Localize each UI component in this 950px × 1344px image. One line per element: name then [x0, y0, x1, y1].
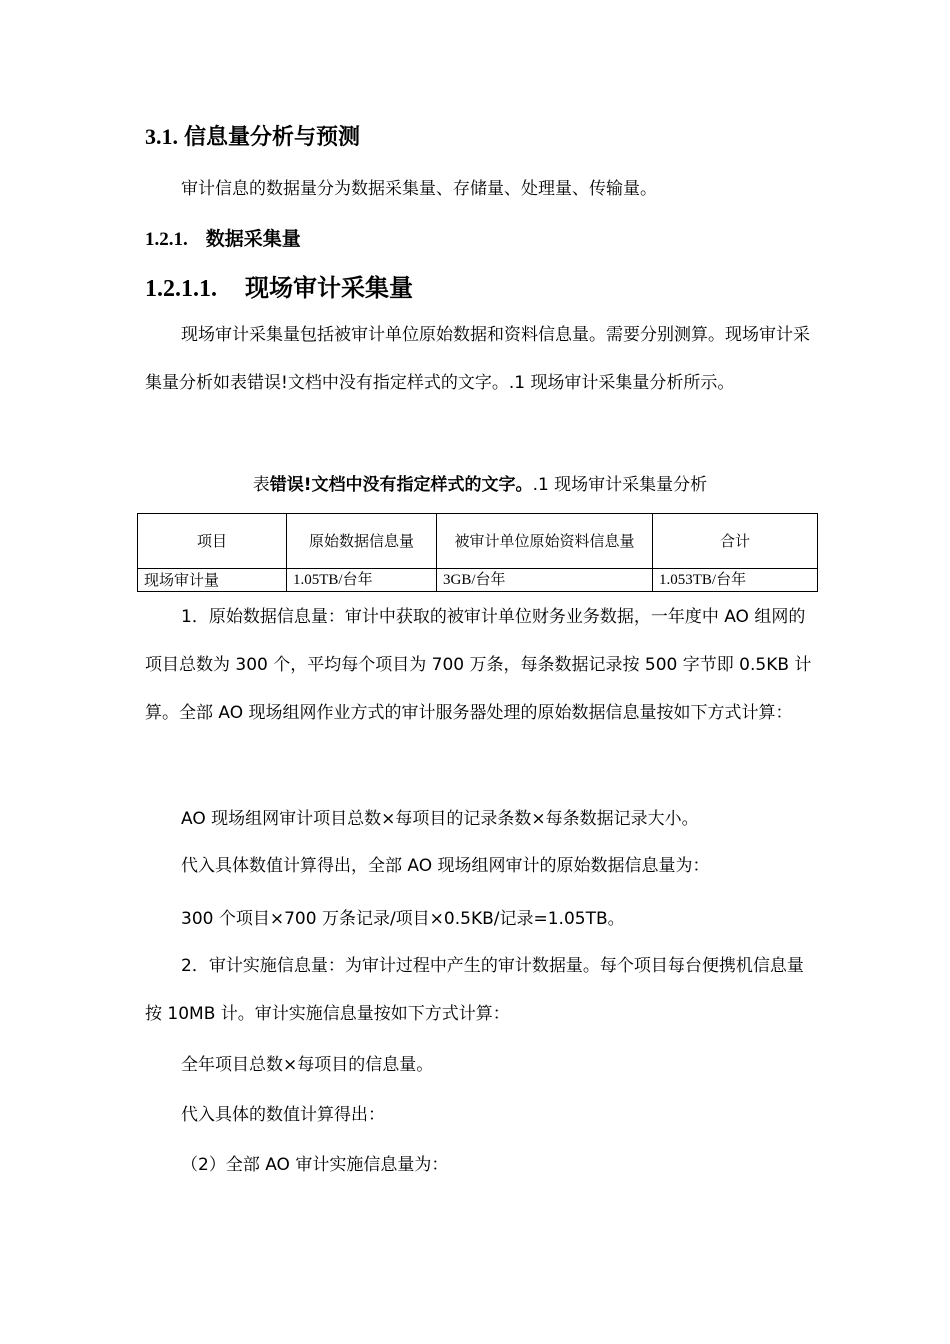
section-heading-1-2-1 [145, 224, 301, 251]
heading-title: 数据采集量 [205, 228, 301, 250]
formula-implementation: 全年项目总数×每项目的信息量。 [181, 1055, 434, 1075]
heading-number: 1.2.1. [145, 229, 188, 250]
caption-error-text: 错误!文档中没有指定样式的文字。 [269, 475, 533, 495]
table-header-row [138, 514, 818, 569]
table-row [138, 569, 818, 592]
intro-paragraph: 审计信息的数据量分为数据采集量、存储量、处理量、传输量。 [181, 179, 657, 199]
formula-substitute-raw: 代入具体数值计算得出，全部 AO 现场组网审计的原始数据信息量为： [181, 856, 710, 876]
paragraph-audit-implementation: 2．审计实施信息量：为审计过程中产生的审计数据量。每个项目每台便携机信息量按 10MB 计。审计实施信息量按如下方式计算： [145, 956, 804, 1024]
caption-prefix: 表 [252, 475, 270, 495]
section-heading-1-2-1-1 [145, 268, 413, 303]
paragraph-raw-data-volume: 1．原始数据信息量：审计中获取的被审计单位财务业务数据，一年度中 AO 组网的项目总数为 300 个，平均每个项目为 700 万条，每条数据记录按 500 字节即 0.5KB 计算。全部 AO 现场组网作业方式的审计服务器处理的原始数据信息量按如下方式计算： [145, 607, 812, 723]
heading-title: 信息量分析与预测 [184, 125, 361, 150]
table-caption [145, 470, 815, 495]
collection-analysis-table [137, 513, 818, 592]
heading-title: 现场审计采集量 [245, 274, 413, 302]
table-header-cell: 原始数据信息量 [287, 514, 437, 569]
table-header-cell: 被审计单位原始资料信息量 [437, 514, 653, 569]
table-cell: 1.05TB/台年 [287, 569, 437, 592]
table-header-cell: 项目 [138, 514, 287, 569]
formula-raw-result: 300 个项目×700 万条记录/项目×0.5KB/记录=1.05TB。 [181, 909, 625, 929]
section-heading-3-1 [145, 120, 360, 151]
table-cell: 1.053TB/台年 [653, 569, 818, 592]
formula-implementation-total: （2）全部 AO 审计实施信息量为： [181, 1155, 449, 1175]
table-cell: 3GB/台年 [437, 569, 653, 592]
heading-number: 3.1. [145, 124, 178, 149]
caption-suffix: .1 现场审计采集量分析 [532, 475, 708, 495]
heading-number: 1.2.1.1. [145, 276, 217, 302]
paragraph-collection-intro: 现场审计采集量包括被审计单位原始数据和资料信息量。需要分别测算。现场审计采集量分析如表错误!文档中没有指定样式的文字。.1 现场审计采集量分析所示。 [145, 325, 810, 393]
formula-raw-data: AO 现场组网审计项目总数×每项目的记录条数×每条数据记录大小。 [181, 809, 699, 829]
table-cell: 现场审计量 [138, 569, 287, 592]
formula-substitute-implementation: 代入具体的数值计算得出： [181, 1105, 385, 1125]
table-header-cell: 合计 [653, 514, 818, 569]
